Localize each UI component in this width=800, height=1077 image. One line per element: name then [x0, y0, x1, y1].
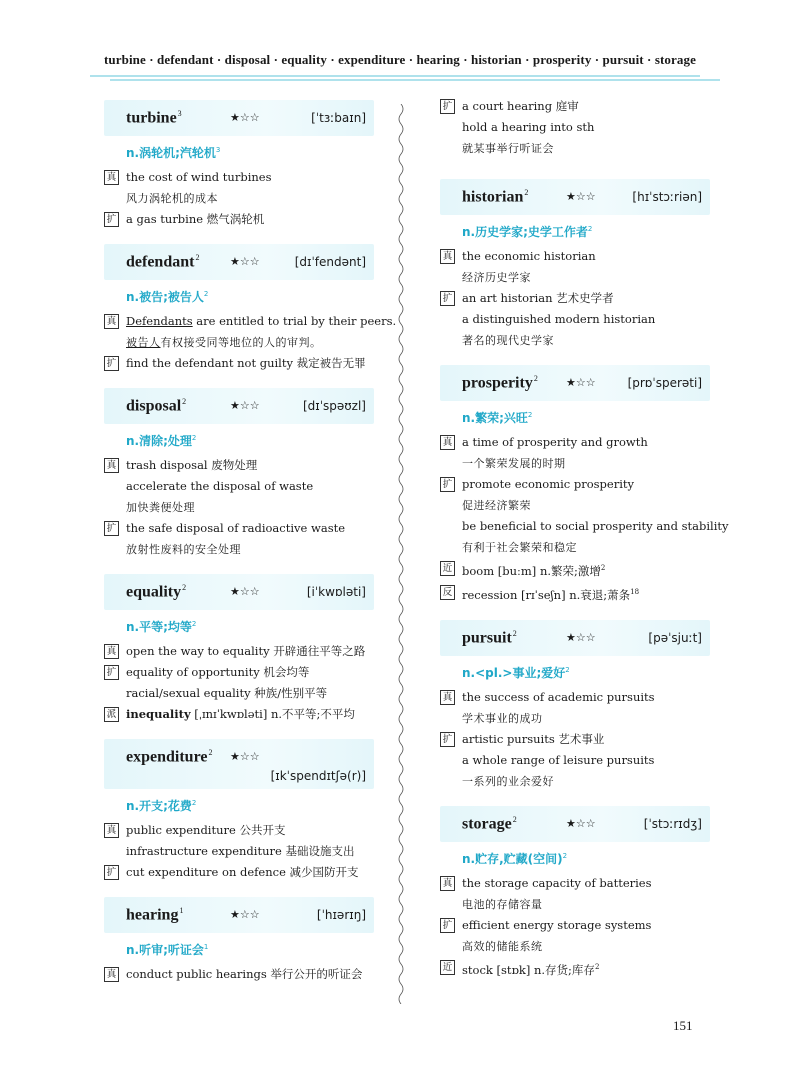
entry-turbine [104, 100, 374, 230]
translation: 著名的现代史学家 [462, 334, 554, 347]
rating-stars: ★☆☆ [230, 585, 260, 598]
tag-zhen-icon: 真 [104, 170, 119, 185]
entry-pursuit [440, 620, 710, 792]
translation: 有利于社会繁荣和稳定 [462, 541, 577, 554]
tag-kuo-icon: 扩 [104, 521, 119, 536]
headword-box [104, 739, 374, 789]
tag-kuo-icon: 扩 [104, 212, 119, 227]
example: 扩 cut expenditure on defence 减少国防开支 [104, 862, 374, 883]
part-of-speech: n.涡轮机;汽轮机$^3$ [126, 146, 221, 160]
entry-equality [104, 574, 374, 725]
headword-box [440, 620, 710, 656]
entry-expenditure [104, 739, 374, 883]
headword-box [440, 179, 710, 215]
headword-box [104, 100, 374, 136]
example: racial/sexual equality 种族/性别平等 [126, 686, 328, 700]
entry-prosperity [440, 365, 729, 606]
rating-stars: ★☆☆ [566, 816, 596, 830]
header-decoration [90, 72, 720, 84]
example: 真 conduct public hearings 举行公开的听证会 [104, 964, 374, 985]
example: 真 the success of academic pursuits [440, 687, 710, 708]
synonym: 近 boom [buːm] n.繁荣;激增$^2$ [440, 558, 710, 582]
headword-box [440, 365, 710, 401]
tag-zhen-icon: 真 [440, 876, 455, 891]
entry-historian [440, 179, 710, 351]
phonetic: [iˈkwɒləti] [306, 585, 366, 599]
headword: prosperity$^2$ [462, 374, 538, 392]
tag-zhen-icon: 真 [440, 690, 455, 705]
headword: disposal$^2$ [126, 397, 187, 415]
headword: historian$^2$ [462, 188, 529, 206]
tag-jin-icon: 近 [440, 561, 455, 576]
part-of-speech: n.贮存,贮藏(空间)$^2$ [462, 851, 568, 866]
translation: 学术事业的成功 [462, 711, 543, 725]
translation: 就某事举行听证会 [462, 142, 554, 155]
phonetic: [hɪˈstɔːriən] [632, 190, 702, 204]
tag-kuo-icon: 扩 [104, 356, 119, 371]
headword-box [104, 574, 374, 610]
column-divider [397, 104, 405, 1004]
tag-kuo-icon: 扩 [440, 732, 455, 747]
phonetic: [ˈhɪərɪŋ] [316, 908, 366, 922]
rating-stars: ★☆☆ [230, 111, 260, 124]
phonetic: [pəˈsjuːt] [648, 630, 702, 645]
example: 真 the economic historian [440, 246, 710, 267]
headword-box [104, 244, 374, 280]
example: a distinguished modern historian [462, 312, 656, 326]
example: 扩 efficient energy storage systems [440, 915, 710, 936]
example: accelerate the disposal of waste [126, 479, 314, 493]
rating-stars: ★☆☆ [230, 908, 260, 921]
part-of-speech: n.<pl.>事业;爱好$^2$ [462, 665, 570, 680]
entry-storage [440, 806, 710, 981]
translation: 风力涡轮机的成本 [126, 192, 218, 205]
example: hold a hearing into sth [462, 120, 595, 134]
phonetic: [dɪˈspəʊzl] [302, 399, 366, 413]
translation: 一系列的业余爱好 [462, 774, 554, 788]
part-of-speech: n.被告;被告人$^2$ [126, 290, 209, 304]
rating-stars: ★☆☆ [230, 255, 260, 268]
entry-defendant [104, 244, 397, 374]
translation: 被告人有权接受同等地位的人的审判。 [126, 336, 322, 349]
example: 扩 an art historian 艺术史学者 [440, 288, 710, 309]
headword: turbine$^3$ [126, 109, 182, 127]
part-of-speech: n.平等;均等$^2$ [126, 620, 197, 634]
headword: pursuit$^2$ [462, 628, 517, 646]
phonetic: [ˈstɔːrɪdʒ] [643, 816, 702, 831]
example: 真 trash disposal 废物处理 [104, 455, 374, 476]
tag-kuo-icon: 扩 [440, 291, 455, 306]
headword: expenditure$^2$ [126, 748, 213, 766]
translation: 电池的存储容量 [462, 897, 543, 911]
example: 真 open the way to equality 开辟通往平等之路 [104, 641, 374, 662]
rating-stars: ★☆☆ [566, 630, 596, 644]
antonym: 反 recession [rɪˈseʃn] n.衰退;萧条$^{18}$ [440, 582, 710, 606]
tag-kuo-icon: 扩 [440, 918, 455, 933]
tag-zhen-icon: 真 [104, 644, 119, 659]
example: 真 the cost of wind turbines [104, 167, 374, 188]
part-of-speech: n.历史学家;史学工作者$^2$ [462, 225, 593, 239]
translation: 一个繁荣发展的时期 [462, 457, 566, 470]
example: 真 public expenditure 公共开支 [104, 820, 374, 841]
tag-kuo-icon: 扩 [104, 865, 119, 880]
headword: storage$^2$ [462, 814, 517, 832]
part-of-speech: n.开支;花费$^2$ [126, 799, 197, 813]
example: 扩 a court hearing 庭审 [440, 96, 710, 117]
headword-box [104, 897, 374, 933]
tag-zhen-icon: 真 [104, 967, 119, 982]
example: infrastructure expenditure 基础设施支出 [126, 844, 355, 858]
example: 扩 the safe disposal of radioactive waste [104, 518, 374, 539]
tag-zhen-icon: 真 [104, 314, 119, 329]
rating-stars: ★☆☆ [230, 399, 260, 412]
example: 扩 a gas turbine 燃气涡轮机 [104, 209, 374, 230]
entry-disposal [104, 388, 374, 560]
headword: defendant$^2$ [126, 253, 200, 271]
headword-box [440, 806, 710, 842]
tag-zhen-icon: 真 [440, 249, 455, 264]
translation: 经济历史学家 [462, 271, 531, 284]
left-column [104, 100, 397, 999]
part-of-speech: n.繁荣;兴旺$^2$ [462, 411, 533, 425]
translation: 加快粪便处理 [126, 501, 195, 514]
rating-stars: ★☆☆ [566, 376, 596, 389]
part-of-speech: n.听审;听证会$^1$ [126, 943, 209, 957]
tag-kuo-icon: 扩 [440, 477, 455, 492]
example: 真 Defendants are entitled to trial by their peers. [104, 311, 374, 332]
phonetic: [ɪkˈspendɪtʃə(r)] [270, 769, 366, 783]
translation: 高效的储能系统 [462, 939, 543, 953]
entry-hearing-cont [440, 96, 710, 159]
tag-zhen-icon: 真 [440, 435, 455, 450]
headword: hearing$^1$ [126, 906, 184, 924]
entry-hearing [104, 897, 374, 985]
example: 扩 find the defendant not guilty 裁定被告无罪 [104, 353, 374, 374]
headword: equality$^2$ [126, 583, 187, 601]
derivative: 派 inequality [ˌɪnɪˈkwɒləti] n.不平等;不平均 [104, 704, 374, 725]
translation: 促进经济繁荣 [462, 499, 531, 512]
translation: 放射性废料的安全处理 [126, 543, 241, 556]
synonym: 近 stock [stɒk] n.存货;库存$^2$ [440, 957, 710, 981]
tag-pai-icon: 派 [104, 707, 119, 722]
phonetic: [ˈtɜːbaɪn] [311, 111, 366, 125]
tag-fan-icon: 反 [440, 585, 455, 600]
tag-zhen-icon: 真 [104, 823, 119, 838]
example: be beneficial to social prosperity and stability [462, 519, 729, 533]
headword-box [104, 388, 374, 424]
tag-jin-icon: 近 [440, 960, 455, 975]
example: 扩 equality of opportunity 机会均等 [104, 662, 374, 683]
example: a whole range of leisure pursuits [462, 752, 655, 767]
page-number: 151 [673, 1018, 693, 1033]
tag-zhen-icon: 真 [104, 458, 119, 473]
tag-kuo-icon: 扩 [440, 99, 455, 114]
example: 扩 artistic pursuits 艺术事业 [440, 729, 710, 750]
rating-stars: ★☆☆ [566, 190, 596, 203]
right-column [440, 96, 729, 994]
phonetic: [dɪˈfendənt] [294, 255, 366, 269]
example: 真 a time of prosperity and growth [440, 432, 710, 453]
example: 真 the storage capacity of batteries [440, 873, 710, 894]
example: 扩 promote economic prosperity [440, 474, 710, 495]
part-of-speech: n.清除;处理$^2$ [126, 434, 197, 448]
phonetic: [prɒˈsperəti] [627, 376, 702, 390]
rating-stars: ★☆☆ [230, 750, 260, 763]
page-header: turbine · defendant · disposal · equality · expenditure · hearing · historian · prosperity · pursuit · storage [104, 52, 696, 67]
tag-kuo-icon: 扩 [104, 665, 119, 680]
